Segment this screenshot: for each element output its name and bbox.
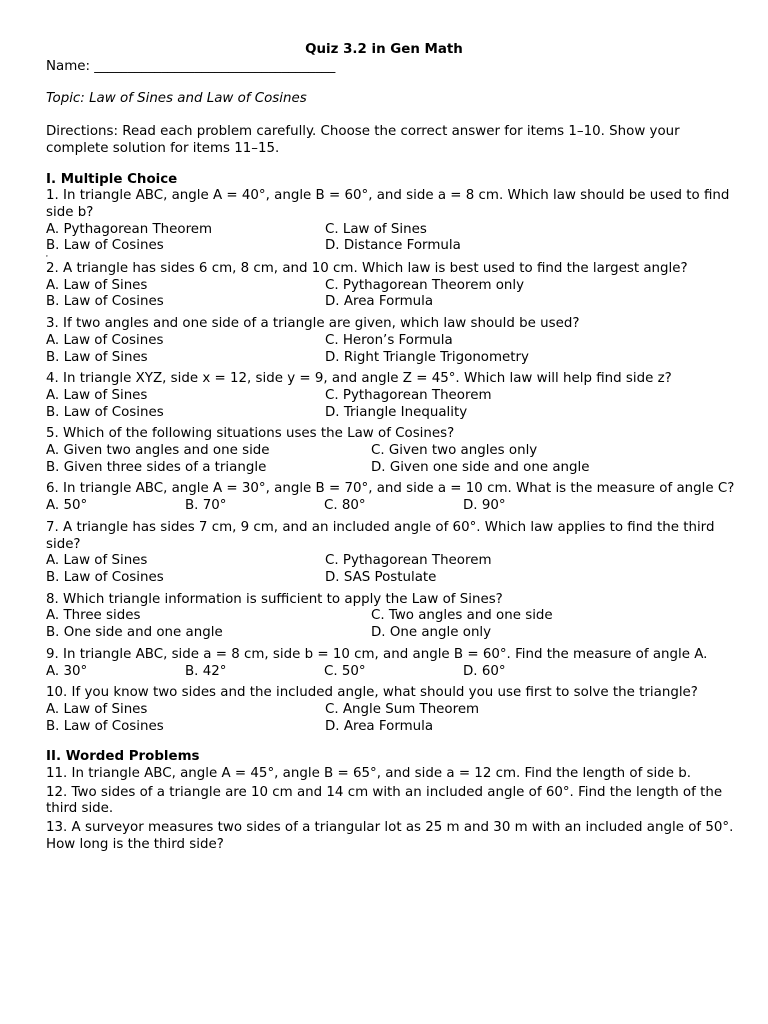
quiz-page <box>46 42 736 854</box>
options <box>46 498 736 515</box>
question-text: 6. In triangle ABC, angle A = 30°, angle B = 70°, and side a = 10 cm. What is the measure of angle C? <box>46 481 735 497</box>
question-text: 9. In triangle ABC, side a = 8 cm, side b = 10 cm, and angle B = 60°. Find the measure of angle A. <box>46 646 708 662</box>
options <box>46 333 736 366</box>
question-5 <box>46 426 736 476</box>
options <box>46 702 736 735</box>
section-multiple-choice-heading: I. Multiple Choice <box>46 171 178 187</box>
option-c: C. Pythagorean Theorem <box>325 387 492 403</box>
stray-mark: ᵋ <box>46 254 49 262</box>
option-c: C. Two angles and one side <box>371 608 553 624</box>
options <box>46 664 736 681</box>
option-a: A. Law of Sines <box>46 553 148 569</box>
option-b: B. Law of Cosines <box>46 238 164 254</box>
question-text: 10. If you know two sides and the included angle, what should you use first to solve the triangle? <box>46 685 698 701</box>
option-c: C. Law of Sines <box>325 221 427 237</box>
option-a: A. Law of Sines <box>46 277 148 293</box>
option-d: D. Triangle Inequality <box>325 404 468 420</box>
option-a: A. Given two angles and one side <box>46 443 270 459</box>
option-d: D. Distance Formula <box>325 238 461 254</box>
option-b: B. Law of Cosines <box>46 404 164 420</box>
options <box>46 553 736 586</box>
options <box>46 388 736 421</box>
problem-11: 11. In triangle ABC, angle A = 45°, angle B = 65°, and side a = 12 cm. Find the length of side b. <box>46 766 691 782</box>
option-c: C. Pythagorean Theorem only <box>325 277 525 293</box>
question-text: 3. If two angles and one side of a triangle are given, which law should be used? <box>46 316 580 332</box>
option-d: D. Given one side and one angle <box>371 459 590 475</box>
option-c: C. Angle Sum Theorem <box>325 701 480 717</box>
question-8 <box>46 592 736 642</box>
option-d: D. One angle only <box>371 625 492 641</box>
question-text: 1. In triangle ABC, angle A = 40°, angle B = 60°, and side a = 8 cm. Which law should be used to find side b? <box>46 188 730 220</box>
option-b: B. 70° <box>185 498 227 514</box>
problem-12: 12. Two sides of a triangle are 10 cm and 14 cm with an included angle of 60°. Find the length of the third side. <box>46 784 723 817</box>
question-7 <box>46 520 736 587</box>
question-2 <box>46 261 736 311</box>
section-worded-problems-heading: II. Worded Problems <box>46 749 200 765</box>
question-1 <box>46 188 736 255</box>
name-line: Name: ____________________________________ <box>46 58 336 74</box>
option-d: D. SAS Postulate <box>325 569 437 585</box>
option-a: A. Law of Cosines <box>46 332 164 348</box>
question-9 <box>46 647 736 680</box>
option-d: D. Area Formula <box>325 718 434 734</box>
option-a: A. Three sides <box>46 608 141 624</box>
option-a: A. 30° <box>46 663 88 679</box>
options <box>46 222 736 255</box>
question-text: 7. A triangle has sides 7 cm, 9 cm, and an included angle of 60°. Which law applies to find the third side? <box>46 519 715 552</box>
option-b: B. Law of Cosines <box>46 569 164 585</box>
option-d: D. Right Triangle Trigonometry <box>325 349 529 365</box>
option-b: B. 42° <box>185 663 227 679</box>
option-a: A. 50° <box>46 498 88 514</box>
question-4 <box>46 371 736 421</box>
options <box>46 443 736 476</box>
option-c: C. Heron’s Formula <box>325 332 453 348</box>
option-b: B. Law of Cosines <box>46 294 164 310</box>
option-a: A. Law of Sines <box>46 387 148 403</box>
option-c: C. 50° <box>324 663 366 679</box>
question-text: 5. Which of the following situations uses the Law of Cosines? <box>46 426 455 442</box>
option-d: D. 90° <box>463 498 506 514</box>
option-b: B. Given three sides of a triangle <box>46 459 267 475</box>
option-b: B. Law of Sines <box>46 349 148 365</box>
option-c: C. Pythagorean Theorem <box>325 553 492 569</box>
question-10 <box>46 685 736 735</box>
question-text: 8. Which triangle information is sufficient to apply the Law of Sines? <box>46 591 503 607</box>
question-text: 2. A triangle has sides 6 cm, 8 cm, and 10 cm. Which law is best used to find the largest angle? <box>46 261 688 277</box>
options <box>46 278 736 311</box>
question-3 <box>46 316 736 366</box>
option-a: A. Pythagorean Theorem <box>46 221 213 237</box>
option-c: C. 80° <box>324 498 366 514</box>
topic-line: Topic: Law of Sines and Law of Cosines <box>46 91 307 107</box>
option-d: D. 60° <box>463 663 506 679</box>
directions: Directions: Read each problem carefully. Choose the correct answer for items 1–10. Show your complete solution for items 11–15. <box>46 124 680 156</box>
option-b: B. Law of Cosines <box>46 718 164 734</box>
question-6 <box>46 481 736 514</box>
quiz-title: Quiz 3.2 in Gen Math <box>305 42 463 57</box>
options <box>46 608 736 641</box>
option-d: D. Area Formula <box>325 294 434 310</box>
option-c: C. Given two angles only <box>371 443 538 459</box>
problem-13: 13. A surveyor measures two sides of a triangular lot as 25 m and 30 m with an included angle of 50°. How long is the third side? <box>46 820 734 852</box>
option-a: A. Law of Sines <box>46 701 148 717</box>
question-text: 4. In triangle XYZ, side x = 12, side y = 9, and angle Z = 45°. Which law will help find side z? <box>46 371 672 387</box>
option-b: B. One side and one angle <box>46 625 223 641</box>
